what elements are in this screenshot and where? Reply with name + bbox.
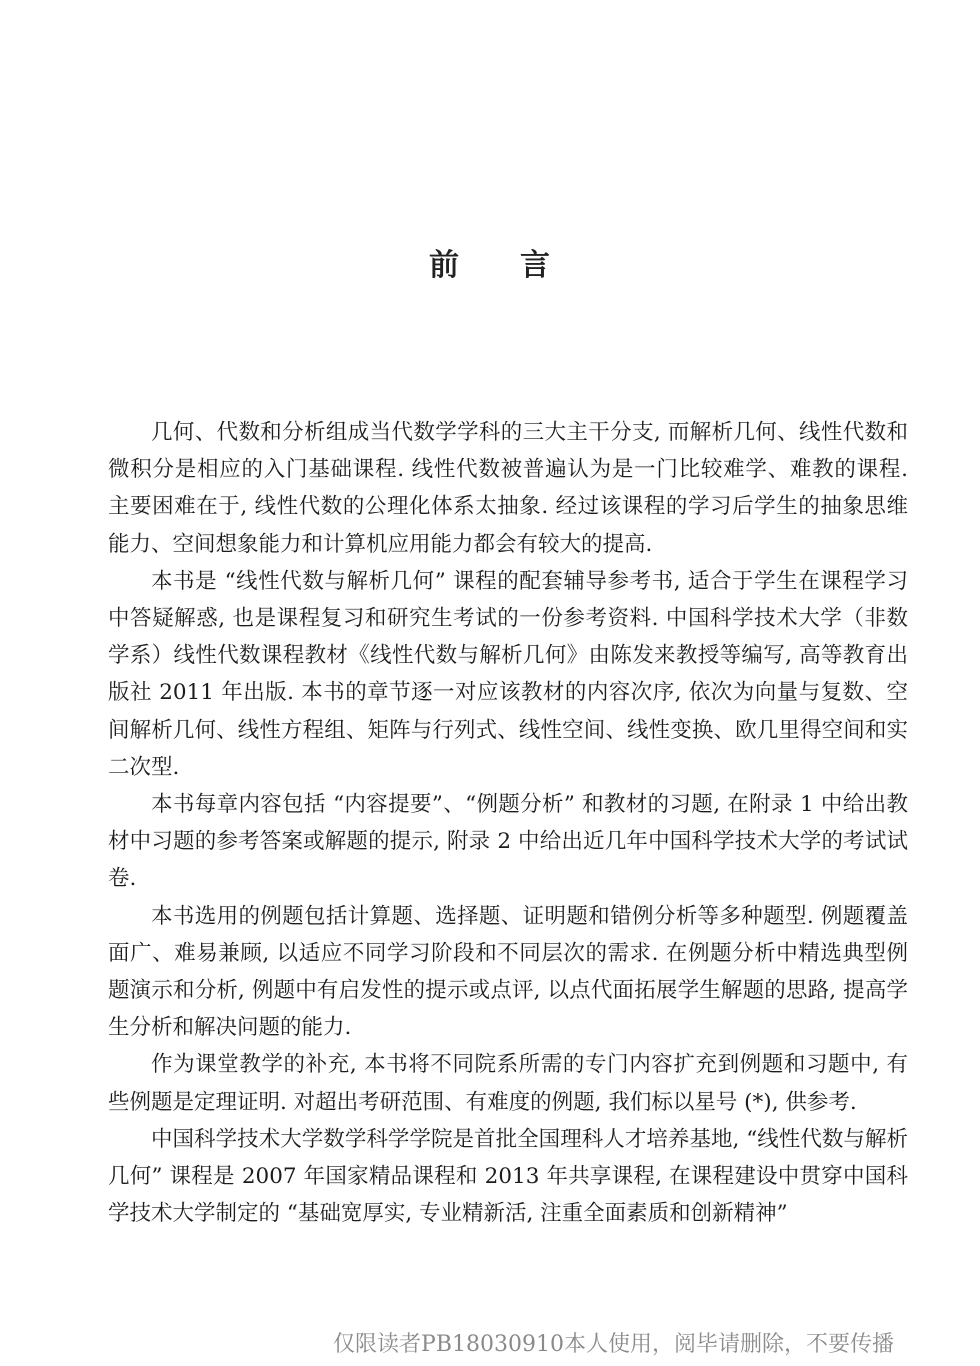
page-title-char-2: 言 (520, 248, 551, 284)
paragraph-3: 本书每章内容包括 “内容提要”、“例题分析” 和教材的习题, 在附录 1 中给出教材中习题的参考答案或解题的提示, 附录 2 中给出近几年中国科学技术大学的考试试卷. (108, 792, 908, 892)
paragraph-1: 几何、代数和分析组成当代数学学科的三大主干分支, 而解析几何、线性代数和微积分是相应的入门基础课程. 线性代数被普遍认为是一门比较难学、难教的课程. 主要困难在于, 线性代数的公理化体系太抽象. 经过该课程的学习后学生的抽象思维能力、空间想象能力和计算机应用能力都会有较大的提高. (108, 420, 908, 557)
paragraph-6: 中国科学技术大学数学科学学院是首批全国理科人才培养基地, “线性代数与解析几何” 课程是 2007 年国家精品课程和 2013 年共享课程, 在课程建设中贯穿中国科学技术大学制定的 “基础宽厚实, 专业精新活, 注重全面素质和创新精神” (108, 1126, 908, 1227)
preface-body (108, 414, 908, 1232)
page-title-char-1: 前 (429, 248, 460, 284)
paragraph-5: 作为课堂教学的补充, 本书将不同院系所需的专门内容扩充到例题和习题中, 有些例题是定理证明. 对超出考研范围、有难度的例题, 我们标以星号 (*), 供参考. (108, 1052, 908, 1115)
page-title (0, 242, 980, 290)
paragraph-2: 本书是 “线性代数与解析几何” 课程的配套辅导参考书, 适合于学生在课程学习中答疑解惑, 也是课程复习和研究生考试的一份参考资料. 中国科学技术大学（非数学系）线性代数课程教材《线性代数与解析几何》由陈发来教授等编写, 高等教育出版社 2011 年出版. 本书的章节逐一对应该教材的内容次序, 依次为向量与复数、空间解析几何、线性方程组、矩阵与行列式、线性空间、线性变换、欧几里得空间和实二次型. (108, 568, 908, 780)
paragraph-4: 本书选用的例题包括计算题、选择题、证明题和错例分析等多种题型. 例题覆盖面广、难易兼顾, 以适应不同学习阶段和不同层次的需求. 在例题分析中精选典型例题演示和分析, 例题中有启发性的提示或点评, 以点代面拓展学生解题的思路, 提高学生分析和解决问题的能力. (108, 903, 908, 1041)
reader-watermark: 仅限读者PB18030910本人使用，阅毕请删除，不要传播 (333, 1332, 894, 1357)
